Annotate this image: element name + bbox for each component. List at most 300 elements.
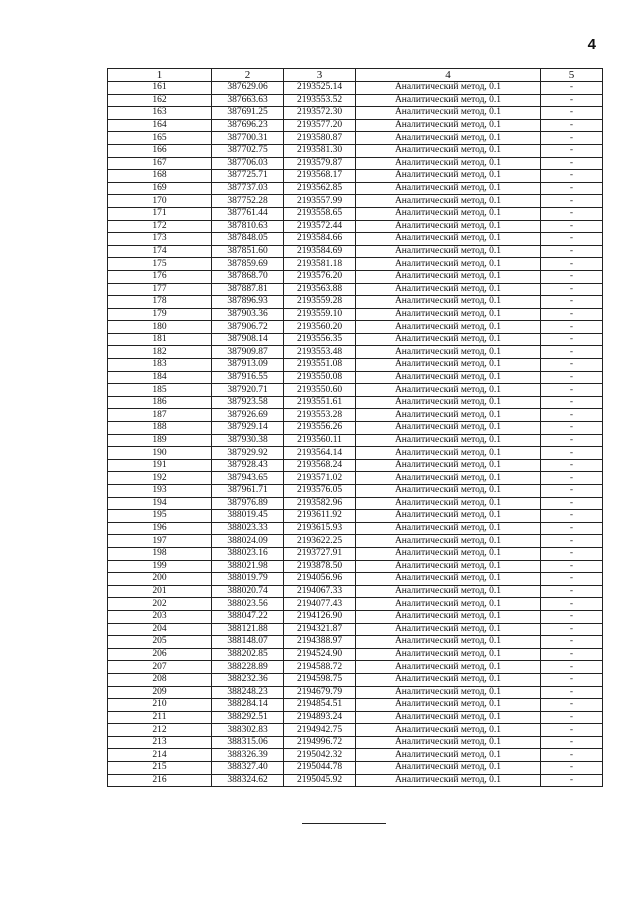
table-cell: - [541,132,603,145]
table-cell: - [541,447,603,460]
table-cell: 388023.56 [212,598,284,611]
table-cell: 174 [108,245,212,258]
table-cell: Аналитический метод, 0.1 [356,195,541,208]
table-cell: - [541,359,603,372]
table-cell: - [541,283,603,296]
table-cell: 2193568.17 [284,170,356,183]
column-header: 1 [108,69,212,82]
table-cell: Аналитический метод, 0.1 [356,409,541,422]
table-row [108,94,603,107]
table-cell: 200 [108,573,212,586]
table-cell: 388326.39 [212,749,284,762]
table-cell: 181 [108,333,212,346]
table-cell: 2195042.32 [284,749,356,762]
table-cell: 184 [108,371,212,384]
table-cell: - [541,195,603,208]
table-cell: 176 [108,270,212,283]
table-cell: 172 [108,220,212,233]
table-row [108,82,603,95]
table-cell: - [541,296,603,309]
table-cell: - [541,535,603,548]
table-cell: 2193568.24 [284,459,356,472]
table-cell: 2193580.87 [284,132,356,145]
table-cell: 2193564.14 [284,447,356,460]
table-cell: 210 [108,699,212,712]
table-cell: 199 [108,560,212,573]
table-cell: Аналитический метод, 0.1 [356,296,541,309]
table-cell: 388232.36 [212,673,284,686]
table-cell: Аналитический метод, 0.1 [356,384,541,397]
table-cell: 175 [108,258,212,271]
table-cell: 387961.71 [212,485,284,498]
table-cell: 195 [108,510,212,523]
table-cell: 180 [108,321,212,334]
table-row [108,472,603,485]
table-cell: Аналитический метод, 0.1 [356,736,541,749]
table-cell: 387700.31 [212,132,284,145]
table-row [108,459,603,472]
table-cell: - [541,749,603,762]
table-row [108,359,603,372]
table-cell: 2194388.97 [284,636,356,649]
table-cell: 188 [108,422,212,435]
table-cell: Аналитический метод, 0.1 [356,510,541,523]
table-row [108,510,603,523]
table-cell: 2193556.35 [284,333,356,346]
table-cell: - [541,610,603,623]
table-row [108,447,603,460]
table-cell: - [541,661,603,674]
table-row [108,396,603,409]
table-cell: Аналитический метод, 0.1 [356,522,541,535]
table-cell: 2193560.11 [284,434,356,447]
table-cell: 388202.85 [212,648,284,661]
table-cell: 2193557.99 [284,195,356,208]
table-cell: Аналитический метод, 0.1 [356,686,541,699]
table-cell: 168 [108,170,212,183]
table-cell: 179 [108,308,212,321]
table-cell: 388302.83 [212,724,284,737]
table-row [108,321,603,334]
table-cell: 388020.74 [212,585,284,598]
table-cell: - [541,321,603,334]
table-row [108,409,603,422]
table-cell: 387706.03 [212,157,284,170]
table-cell: 202 [108,598,212,611]
table-cell: 173 [108,233,212,246]
table-cell: 2193581.18 [284,258,356,271]
table-cell: 2193576.05 [284,485,356,498]
table-cell: 2193611.92 [284,510,356,523]
table-row [108,207,603,220]
table-cell: 387859.69 [212,258,284,271]
table-cell: - [541,485,603,498]
table-row [108,245,603,258]
table-cell: 387908.14 [212,333,284,346]
table-cell: 2193556.26 [284,422,356,435]
table-row [108,573,603,586]
table-cell: 167 [108,157,212,170]
table-row [108,182,603,195]
table-cell: - [541,560,603,573]
page-number: 4 [587,36,596,53]
table-cell: 387663.63 [212,94,284,107]
table-cell: 388228.89 [212,661,284,674]
table-row [108,220,603,233]
table-row [108,711,603,724]
table-cell: 2193581.30 [284,144,356,157]
table-row [108,308,603,321]
table-cell: - [541,699,603,712]
table-cell: 388292.51 [212,711,284,724]
table-cell: - [541,497,603,510]
table-cell: 198 [108,547,212,560]
table-cell: - [541,258,603,271]
table-cell: 387851.60 [212,245,284,258]
table-cell: 2193550.60 [284,384,356,397]
table-cell: - [541,144,603,157]
table-row [108,107,603,120]
table-cell: - [541,686,603,699]
table-cell: 387810.63 [212,220,284,233]
table-cell: 2194524.90 [284,648,356,661]
table-cell: 2193553.48 [284,346,356,359]
table-row [108,422,603,435]
table-cell: Аналитический метод, 0.1 [356,396,541,409]
table-cell: 2193551.08 [284,359,356,372]
table-cell: Аналитический метод, 0.1 [356,610,541,623]
table-cell: 2193562.85 [284,182,356,195]
table-cell: 388284.14 [212,699,284,712]
table-cell: 2193572.44 [284,220,356,233]
table-cell: 2193579.87 [284,157,356,170]
table-cell: - [541,170,603,183]
table-cell: 387896.93 [212,296,284,309]
table-cell: - [541,711,603,724]
table-cell: 206 [108,648,212,661]
table-cell: 177 [108,283,212,296]
table-cell: 171 [108,207,212,220]
table-row [108,270,603,283]
table-cell: 2194056.96 [284,573,356,586]
table-cell: 2194067.33 [284,585,356,598]
table-cell: 2193584.66 [284,233,356,246]
table-cell: Аналитический метод, 0.1 [356,485,541,498]
table-cell: - [541,422,603,435]
table-cell: 203 [108,610,212,623]
table-row [108,371,603,384]
table-cell: 211 [108,711,212,724]
table-cell: 169 [108,182,212,195]
table-cell: - [541,736,603,749]
table-cell: - [541,648,603,661]
table-cell: - [541,220,603,233]
table-cell: 178 [108,296,212,309]
table-cell: - [541,510,603,523]
table-cell: 2194077.43 [284,598,356,611]
table-cell: 387691.25 [212,107,284,120]
table-cell: Аналитический метод, 0.1 [356,711,541,724]
table-cell: - [541,673,603,686]
table-cell: 207 [108,661,212,674]
table-cell: 2193553.28 [284,409,356,422]
table-cell: Аналитический метод, 0.1 [356,598,541,611]
table-body [108,82,603,787]
table-cell: 209 [108,686,212,699]
table-cell: Аналитический метод, 0.1 [356,459,541,472]
table-cell: 387930.38 [212,434,284,447]
table-cell: Аналитический метод, 0.1 [356,636,541,649]
table-cell: Аналитический метод, 0.1 [356,270,541,283]
table-cell: Аналитический метод, 0.1 [356,547,541,560]
table-cell: 387916.55 [212,371,284,384]
table-cell: 387737.03 [212,182,284,195]
table-row [108,522,603,535]
table-cell: Аналитический метод, 0.1 [356,144,541,157]
table-row [108,333,603,346]
table-cell: Аналитический метод, 0.1 [356,560,541,573]
table-row [108,485,603,498]
table-cell: Аналитический метод, 0.1 [356,661,541,674]
coordinates-table [107,68,603,787]
table-cell: - [541,233,603,246]
table-cell: 2193563.88 [284,283,356,296]
table-cell: 208 [108,673,212,686]
table-cell: - [541,585,603,598]
table-cell: 165 [108,132,212,145]
table-row [108,724,603,737]
table-cell: Аналитический метод, 0.1 [356,308,541,321]
table-cell: - [541,207,603,220]
table-cell: 2194942.75 [284,724,356,737]
table-cell: Аналитический метод, 0.1 [356,699,541,712]
table-cell: Аналитический метод, 0.1 [356,245,541,258]
table-cell: - [541,636,603,649]
table-cell: 201 [108,585,212,598]
table-row [108,258,603,271]
table-cell: 2193727.91 [284,547,356,560]
table-cell: 2194321.87 [284,623,356,636]
table-cell: - [541,459,603,472]
table-cell: Аналитический метод, 0.1 [356,434,541,447]
table-cell: 387929.92 [212,447,284,460]
table-cell: Аналитический метод, 0.1 [356,170,541,183]
table-cell: Аналитический метод, 0.1 [356,371,541,384]
table-cell: 388315.06 [212,736,284,749]
table-row [108,157,603,170]
table-cell: 387929.14 [212,422,284,435]
table-cell: 387906.72 [212,321,284,334]
table-cell: Аналитический метод, 0.1 [356,749,541,762]
table-cell: 191 [108,459,212,472]
table-cell: Аналитический метод, 0.1 [356,321,541,334]
table-cell: 197 [108,535,212,548]
table-cell: Аналитический метод, 0.1 [356,585,541,598]
table-cell: 387848.05 [212,233,284,246]
table-cell: 2193582.96 [284,497,356,510]
table-cell: 2193615.93 [284,522,356,535]
table-row [108,144,603,157]
table-row [108,170,603,183]
table-row [108,673,603,686]
table-row [108,774,603,787]
table-cell: - [541,270,603,283]
table-cell: - [541,522,603,535]
table-cell: 2193550.08 [284,371,356,384]
table-cell: 2193878.50 [284,560,356,573]
table-cell: 2194893.24 [284,711,356,724]
table-cell: - [541,333,603,346]
table-cell: - [541,547,603,560]
table-cell: 387887.81 [212,283,284,296]
table-cell: Аналитический метод, 0.1 [356,673,541,686]
table-row [108,132,603,145]
table-row [108,762,603,775]
table-cell: Аналитический метод, 0.1 [356,220,541,233]
table-cell: - [541,396,603,409]
table-cell: Аналитический метод, 0.1 [356,497,541,510]
table-cell: 185 [108,384,212,397]
table-cell: - [541,119,603,132]
table-cell: Аналитический метод, 0.1 [356,119,541,132]
table-cell: Аналитический метод, 0.1 [356,774,541,787]
table-row [108,119,603,132]
table-cell: 2194126.90 [284,610,356,623]
table-row [108,661,603,674]
table-row [108,736,603,749]
table-cell: 387725.71 [212,170,284,183]
table-header-row [108,69,603,82]
table-cell: 2193551.61 [284,396,356,409]
table-row [108,610,603,623]
table-cell: 2195045.92 [284,774,356,787]
table-cell: Аналитический метод, 0.1 [356,447,541,460]
table-cell: 388324.62 [212,774,284,787]
table-cell: 388047.22 [212,610,284,623]
table-cell: 2193572.30 [284,107,356,120]
table-cell: 388024.09 [212,535,284,548]
table-cell: 388248.23 [212,686,284,699]
table-cell: 194 [108,497,212,510]
table-cell: Аналитический метод, 0.1 [356,762,541,775]
table-cell: 2194598.75 [284,673,356,686]
table-cell: 162 [108,94,212,107]
table-row [108,598,603,611]
table-cell: - [541,384,603,397]
table-cell: 387629.06 [212,82,284,95]
table-cell: - [541,107,603,120]
table-row [108,686,603,699]
table-cell: 2193577.20 [284,119,356,132]
table-cell: 2195044.78 [284,762,356,775]
table-cell: 164 [108,119,212,132]
table-cell: Аналитический метод, 0.1 [356,132,541,145]
table-cell: 183 [108,359,212,372]
table-cell: 387943.65 [212,472,284,485]
table-cell: 196 [108,522,212,535]
table-cell: 388121.88 [212,623,284,636]
table-cell: 387926.69 [212,409,284,422]
footer-rule [302,823,386,824]
table-row [108,434,603,447]
table-cell: Аналитический метод, 0.1 [356,573,541,586]
table-cell: 212 [108,724,212,737]
table-cell: - [541,245,603,258]
table-cell: 388148.07 [212,636,284,649]
table-cell: 388023.33 [212,522,284,535]
table-cell: Аналитический метод, 0.1 [356,333,541,346]
table-cell: 205 [108,636,212,649]
table-cell: Аналитический метод, 0.1 [356,648,541,661]
table-cell: - [541,573,603,586]
table-cell: - [541,724,603,737]
table-cell: Аналитический метод, 0.1 [356,346,541,359]
table-cell: 388021.98 [212,560,284,573]
table-row [108,497,603,510]
table-cell: 190 [108,447,212,460]
table-cell: 2193622.25 [284,535,356,548]
table-cell: - [541,409,603,422]
table-cell: 388327.40 [212,762,284,775]
table-cell: 387761.44 [212,207,284,220]
table-cell: Аналитический метод, 0.1 [356,233,541,246]
table-cell: 2194679.79 [284,686,356,699]
table-row [108,233,603,246]
table-cell: - [541,623,603,636]
table-row [108,296,603,309]
table-cell: 2193525.14 [284,82,356,95]
table-cell: Аналитический метод, 0.1 [356,283,541,296]
column-header: 4 [356,69,541,82]
table-cell: Аналитический метод, 0.1 [356,258,541,271]
table-cell: - [541,371,603,384]
table-cell: - [541,182,603,195]
table-cell: - [541,308,603,321]
column-header: 2 [212,69,284,82]
table-cell: 387868.70 [212,270,284,283]
table-row [108,195,603,208]
table-cell: Аналитический метод, 0.1 [356,623,541,636]
table-cell: Аналитический метод, 0.1 [356,472,541,485]
table-cell: 387702.75 [212,144,284,157]
table-cell: - [541,598,603,611]
table-row [108,749,603,762]
table-cell: 387976.89 [212,497,284,510]
column-header: 3 [284,69,356,82]
table-cell: 170 [108,195,212,208]
table-cell: - [541,82,603,95]
table-cell: 2193553.52 [284,94,356,107]
table-cell: Аналитический метод, 0.1 [356,94,541,107]
table-cell: 187 [108,409,212,422]
table-cell: - [541,774,603,787]
table-cell: 387909.87 [212,346,284,359]
table-cell: 2194996.72 [284,736,356,749]
table-cell: Аналитический метод, 0.1 [356,182,541,195]
column-header: 5 [541,69,603,82]
table-cell: 2193584.69 [284,245,356,258]
table-row [108,636,603,649]
table-cell: Аналитический метод, 0.1 [356,82,541,95]
table-cell: 387920.71 [212,384,284,397]
table-cell: 387923.58 [212,396,284,409]
table-cell: 193 [108,485,212,498]
table-cell: 189 [108,434,212,447]
table-cell: Аналитический метод, 0.1 [356,724,541,737]
table-cell: 163 [108,107,212,120]
table-cell: - [541,346,603,359]
table-cell: 2193559.28 [284,296,356,309]
